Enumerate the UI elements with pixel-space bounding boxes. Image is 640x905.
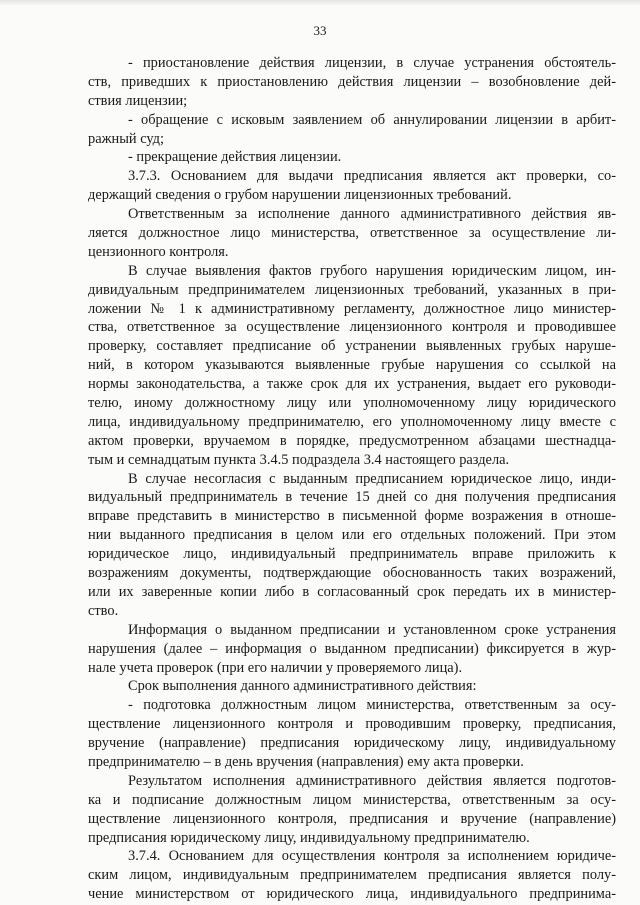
text-line: Срок выполнения данного административного действия: (128, 678, 477, 695)
text-line: - подготовка должностным лицом министерства, ответственным за осу- (128, 697, 616, 714)
text-line: - обращение с исковым заявлением об аннулировании лицензии в арбит- (128, 111, 616, 128)
text-line: возражениям документы, подтверждающие обоснованность таких возражений, (88, 565, 616, 582)
text-line: актом проверки, вручаемом в порядке, предусмотренном абзацами шестнадца- (88, 432, 616, 449)
text-line: вправе представить в министерство в письменной форме возражения в отноше- (88, 508, 616, 525)
text-line: юридическое лицо, индивидуальный предприниматель вправе приложить к (88, 546, 616, 563)
text-line: ка и подписание должностным лицом министерства, ответственным за осу- (88, 791, 616, 808)
text-line: - приостановление действия лицензии, в случае устранения обстоятель- (128, 55, 616, 71)
text-line: Информация о выданном предписании и установленном сроке устранения (128, 621, 616, 638)
text-line: - прекращение действия лицензии. (128, 149, 342, 166)
text-line: ний, в котором указываются выявленные грубые нарушения со ссылкой на (88, 357, 616, 374)
text-line: ства, ответственное за осуществление лицензионного контроля и проводившее (88, 319, 616, 336)
text-line: нии выданного предписания в целом или его отдельных положений. При этом (88, 527, 616, 544)
text-line: ство. (88, 602, 119, 619)
text-line: ств, приведших к приостановлению действия лицензии – возобновление дей- (88, 73, 616, 90)
page-number: 33 (313, 23, 327, 38)
text-line: видуальный предприниматель в течение 15 дней со дня получения предписания (88, 489, 616, 506)
text-line: 3.7.3. Основанием для выдачи предписания является акт проверки, со- (128, 168, 616, 185)
text-line: В случае несогласия с выданным предписанием юридическое лицо, инди- (128, 470, 616, 487)
scan-edge (0, 0, 640, 6)
text-line: ложении № 1 к административному регламенту, должностное лицо министер- (88, 300, 616, 317)
text-line: держащий сведения о грубом нарушении лицензионных требований. (88, 187, 512, 204)
text-line: чение министерством от юридического лица, индивидуального предпринима- (88, 886, 616, 903)
text-line: ским лицом, индивидуальным предпринимателем предписания является полу- (88, 867, 616, 884)
text-line: Ответственным за исполнение данного административного действия яв- (128, 206, 616, 223)
text-line: нале учета проверок (при его наличии у проверяемого лица). (88, 659, 463, 676)
text-line: ществление лицензионного контроля и проводившим проверку, предписания, (88, 716, 616, 733)
text-line: Результатом исполнения административного действия является подготов- (128, 772, 616, 789)
text-line: лица, индивидуальному предпринимателю, его уполномоченному лицу вместе с (88, 413, 616, 430)
text-line: предпринимателю – в день вручения (направления) ему акта проверки. (88, 753, 524, 770)
text-line: телю, иному должностному лицу или уполномоченному лицу юридического (88, 395, 616, 412)
text-line: предписания юридическому лицу, индивидуальному предпринимателю. (88, 829, 530, 846)
text-line: или их заверенные копии либо в согласованный срок передать их в министер- (88, 583, 616, 600)
text-line: нарушения (далее – информация о выданном предписании) фиксируется в жур- (88, 640, 616, 657)
text-line: цензионного контроля. (88, 243, 229, 260)
document-body (88, 54, 616, 904)
text-line: 3.7.4. Основанием для осуществления контроля за исполнением юридиче- (128, 848, 616, 865)
text-line: ствия лицензии; (88, 92, 188, 109)
text-line: тым и семнадцатым пункта 3.4.5 подраздела 3.4 настоящего раздела. (88, 451, 510, 468)
text-line: нормы законодательства, а также срок для их устранения, выдает его руководи- (88, 376, 616, 393)
text-line: вручение (направление) предписания юридическому лицу, индивидуальному (88, 735, 616, 752)
text-line: ражный суд; (88, 130, 164, 147)
text-line: ляется должностное лицо министерства, ответственное за осуществление ли- (88, 225, 616, 242)
text-line: проверку, составляет предписание об устранении выявленных грубых наруше- (88, 338, 616, 355)
text-line: В случае выявления фактов грубого нарушения юридическим лицом, ин- (128, 262, 616, 279)
text-line: дивидуальным предпринимателем лицензионных требований, указанных в при- (88, 281, 616, 298)
text-line: ществление лицензионного контроля, предписания и вручение (направление) (88, 810, 616, 827)
